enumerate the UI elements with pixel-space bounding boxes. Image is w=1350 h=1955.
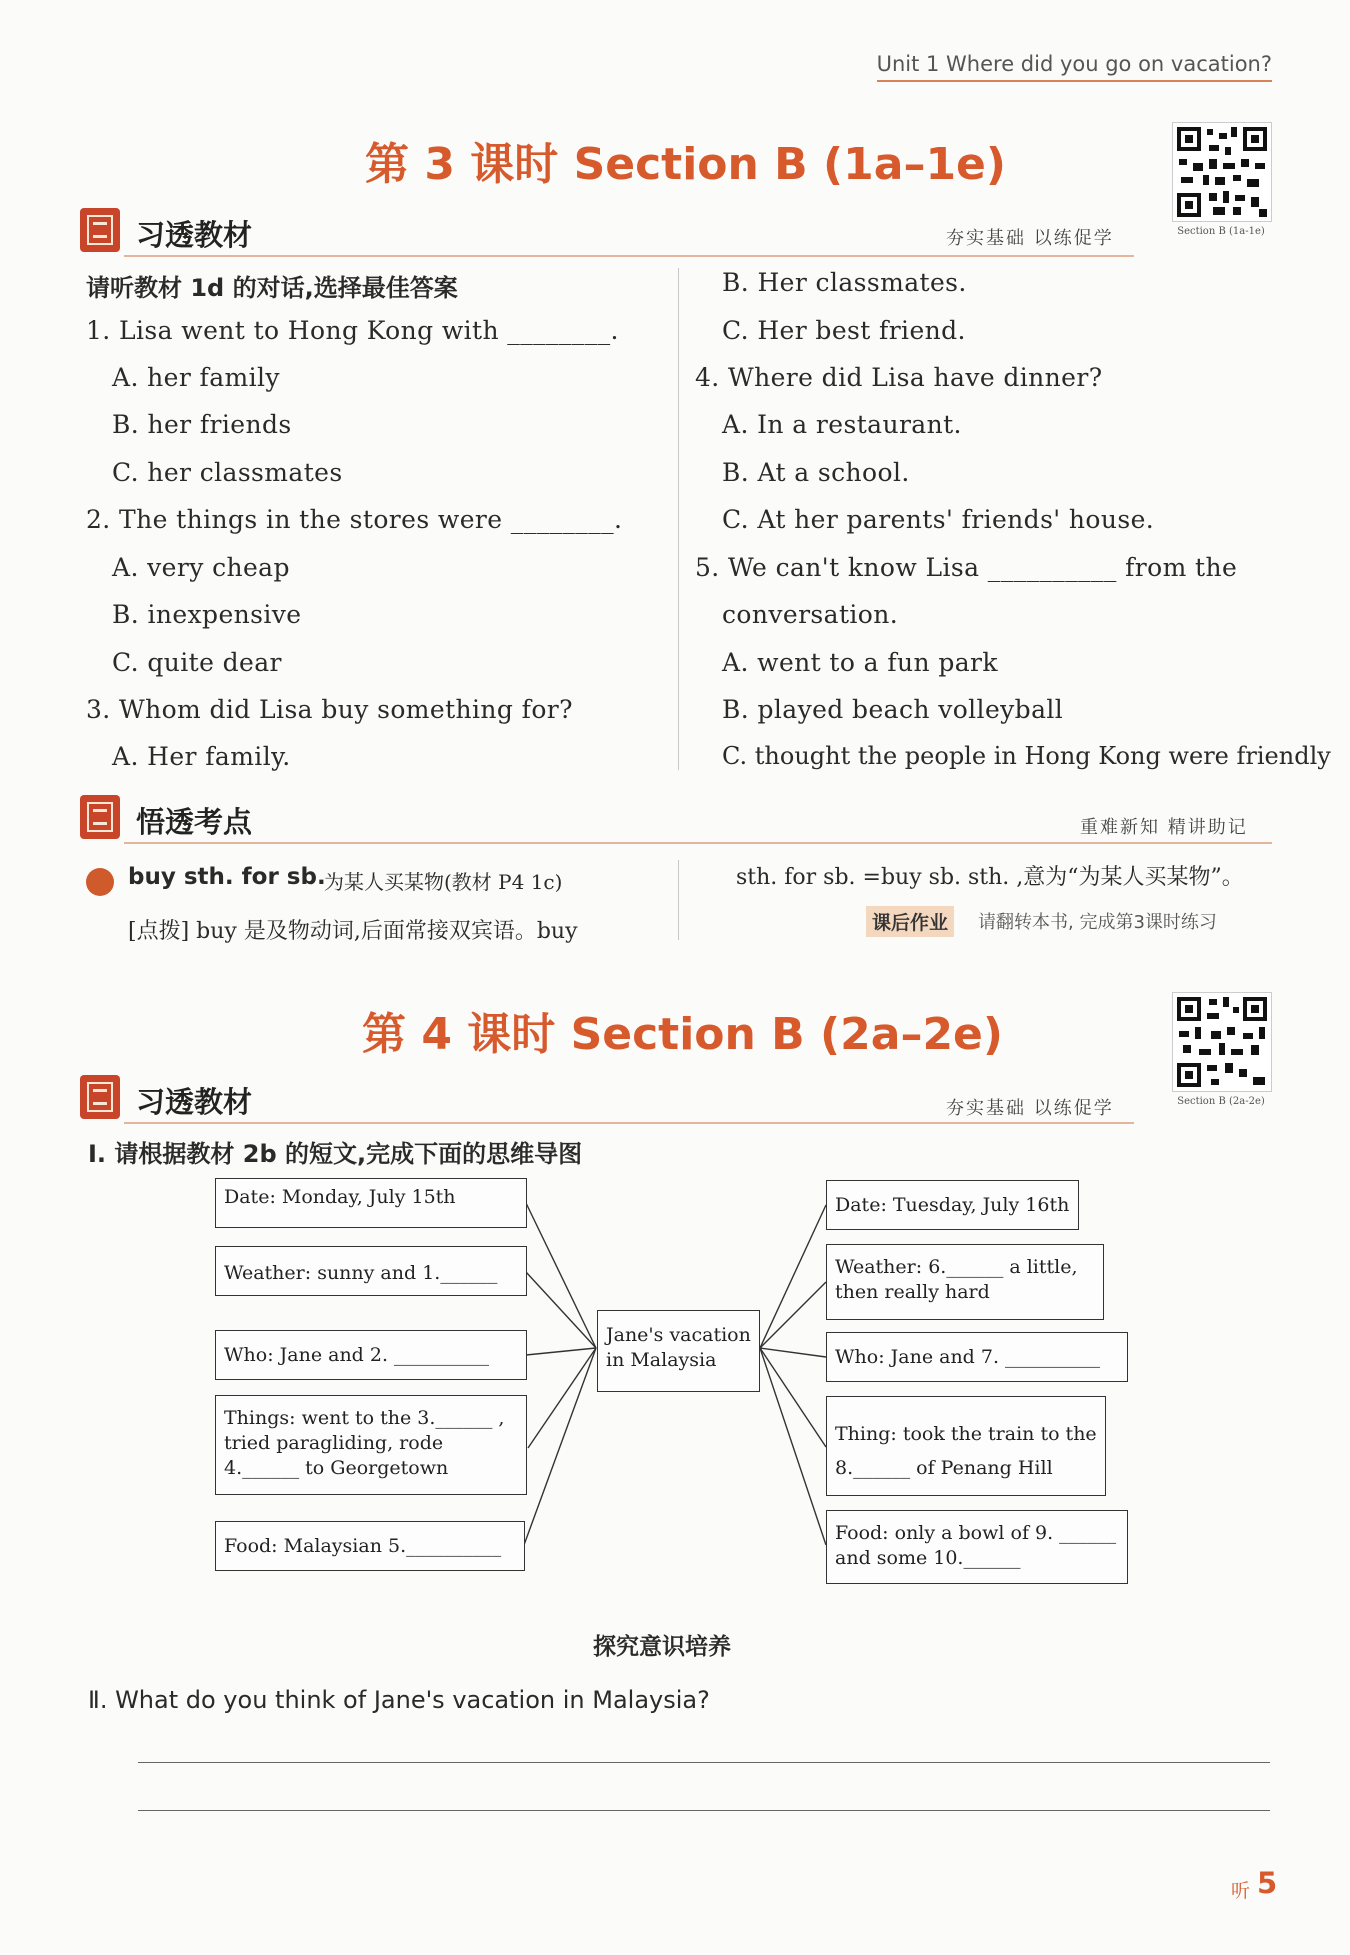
option-5b: B. played beach volleyball: [722, 695, 1064, 724]
option-2c: C. quite dear: [112, 648, 282, 677]
option-4c: C. At her parents' friends' house.: [722, 505, 1155, 534]
answer-line[interactable]: [138, 1762, 1270, 1763]
question-1: 1. Lisa went to Hong Kong with ________.: [86, 316, 619, 345]
option-2b: B. inexpensive: [112, 600, 302, 629]
mind-map-center: Jane's vacation in Malaysia: [597, 1310, 760, 1392]
question-3: 3. Whom did Lisa buy something for?: [86, 695, 573, 724]
key-point-tip: [点拨] buy 是及物动词,后面常接双宾语。buy: [128, 919, 578, 944]
option-1c: C. her classmates: [112, 458, 343, 487]
question-2: 2. The things in the stores were ________.: [86, 505, 623, 534]
homework-text: 请翻转本书, 完成第3课时练习: [978, 912, 1217, 933]
footer-label: 听: [1231, 1880, 1251, 1902]
key-point-continued: sth. for sb. =buy sb. sth. ,意为“为某人买某物”。: [736, 865, 1244, 890]
answer-line[interactable]: [138, 1810, 1270, 1811]
task-2-question: Ⅱ. What do you think of Jane's vacation in Malaysia?: [88, 1686, 710, 1714]
section-title: 习透教材: [136, 218, 253, 252]
task-1-instruction: Ⅰ. 请根据教材 2b 的短文,完成下面的思维导图: [88, 1140, 583, 1168]
option-4a: A. In a restaurant.: [722, 410, 962, 439]
key-point-title: buy sth. for sb.: [128, 864, 326, 890]
unit-header: Unit 1 Where did you go on vacation?: [877, 52, 1272, 82]
option-3b: B. Her classmates.: [722, 268, 967, 297]
mind-map-box[interactable]: Who: Jane and 2. __________: [215, 1330, 527, 1380]
section-tagline: 重难新知 精讲助记: [1080, 817, 1248, 838]
question-5: 5. We can't know Lisa __________ from the: [695, 553, 1238, 582]
option-5a: A. went to a fun park: [722, 648, 998, 677]
section-title: 习透教材: [136, 1085, 253, 1119]
question-4: 4. Where did Lisa have dinner?: [695, 363, 1103, 392]
listening-instruction: 请听教材 1d 的对话,选择最佳答案: [86, 274, 458, 302]
mind-map-box[interactable]: Food: Malaysian 5.__________: [215, 1521, 525, 1571]
option-5c: C. thought the people in Hong Kong were friendly: [722, 742, 1331, 770]
mind-map-box[interactable]: Weather: sunny and 1.______: [215, 1246, 527, 1296]
explore-heading: 探究意识培养: [593, 1634, 731, 1660]
lesson4-title: 第 4 课时 Section B (2a–2e): [362, 1009, 1004, 1060]
lesson3-title: 第 3 课时 Section B (1a–1e): [365, 139, 1007, 190]
page-number: 5: [1257, 1866, 1278, 1900]
option-4b: B. At a school.: [722, 458, 910, 487]
key-point-desc: 为某人买某物(教材 P4 1c): [324, 870, 563, 894]
section-tagline: 夯实基础 以练促学: [946, 228, 1114, 249]
section-title: 悟透考点: [136, 805, 253, 839]
question-5-cont: conversation.: [722, 600, 899, 629]
mind-map-box: Date: Monday, July 15th: [215, 1178, 527, 1228]
qr-caption: Section B (1a-1e): [1177, 226, 1265, 237]
mind-map-box[interactable]: Food: only a bowl of 9. ______ and some 10.______: [826, 1510, 1128, 1584]
option-1b: B. her friends: [112, 410, 292, 439]
mind-map-box[interactable]: Weather: 6.______ a little, then really hard: [826, 1244, 1104, 1320]
section-tagline: 夯实基础 以练促学: [946, 1098, 1114, 1119]
mind-map-box[interactable]: Who: Jane and 7. __________: [826, 1332, 1128, 1382]
homework-badge: 课后作业: [866, 906, 954, 937]
option-1a: A. her family: [112, 363, 280, 392]
option-3a: A. Her family.: [112, 742, 291, 771]
option-2a: A. very cheap: [112, 553, 290, 582]
mind-map-box: Date: Tuesday, July 16th: [826, 1180, 1079, 1230]
option-3c: C. Her best friend.: [722, 316, 966, 345]
qr-caption: Section B (2a-2e): [1177, 1096, 1265, 1107]
mind-map-box[interactable]: Things: went to the 3.______ , tried paragliding, rode 4.______ to Georgetown: [215, 1395, 527, 1495]
mind-map-box[interactable]: Thing: took the train to the 8.______ of Penang Hill: [826, 1396, 1106, 1496]
